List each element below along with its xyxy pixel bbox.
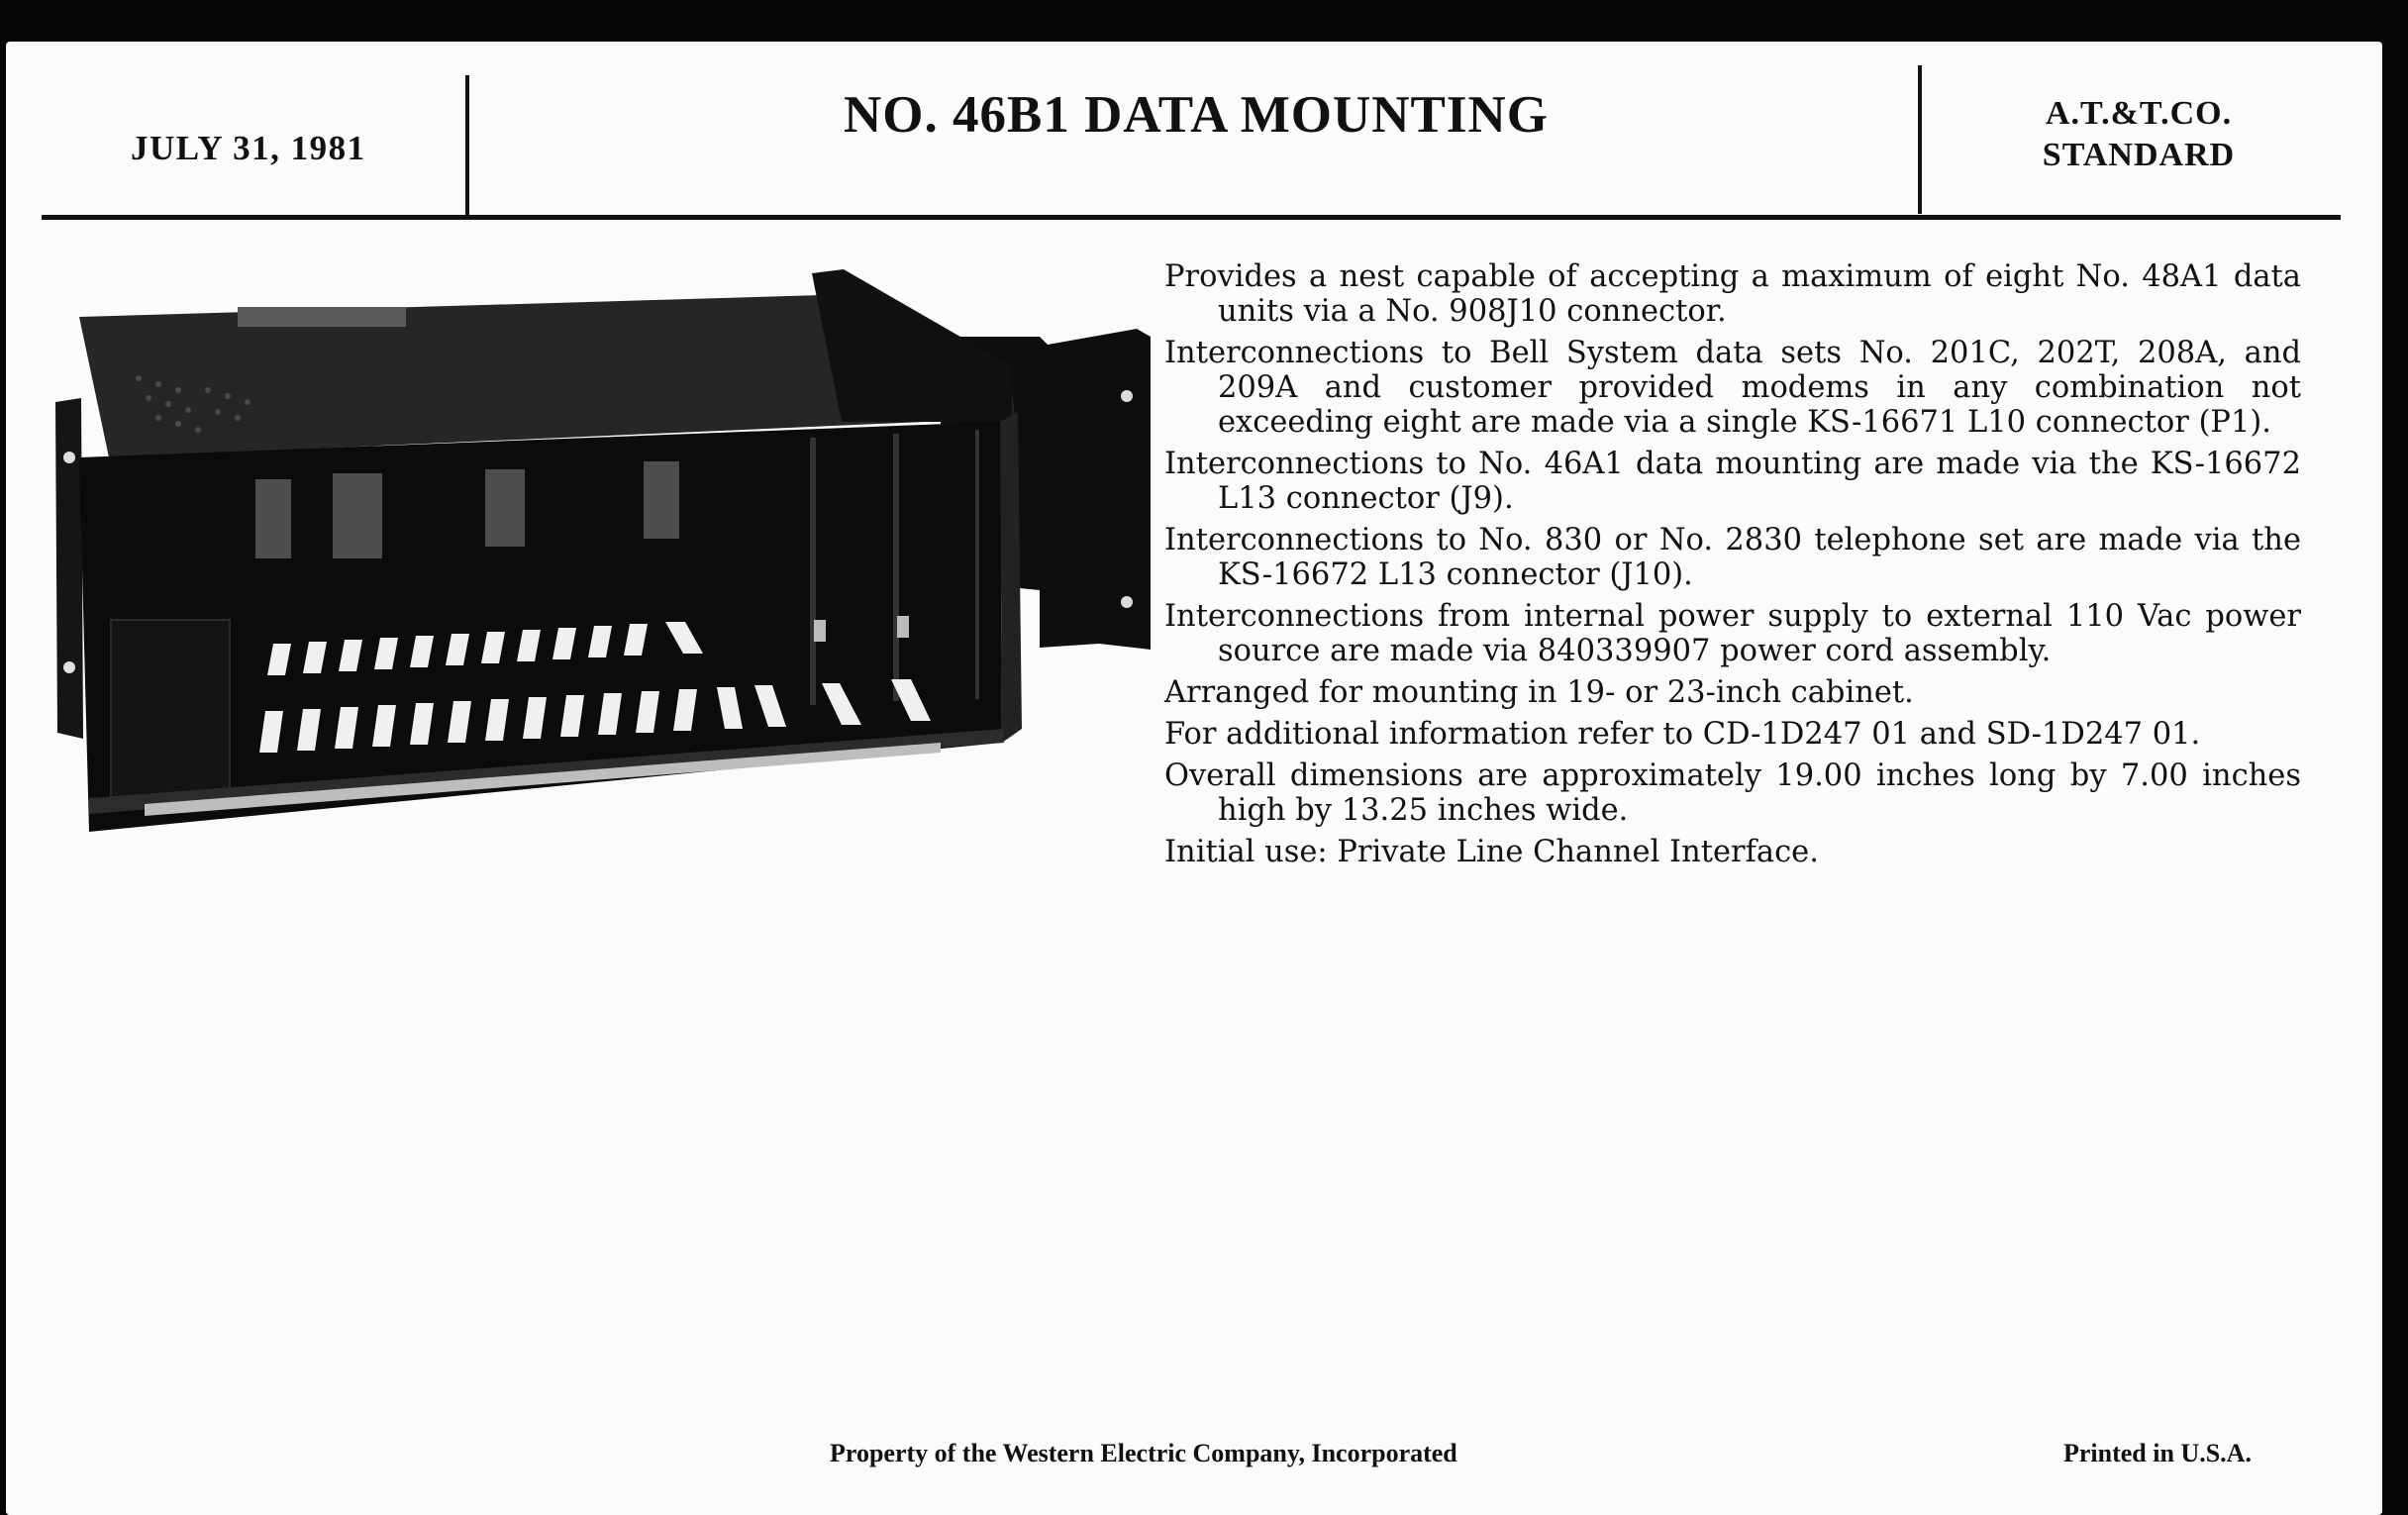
description-item: Interconnections to No. 830 or No. 2830 telephone set are made via the KS-16672 L13 connector (J10). [1164, 523, 2301, 592]
description-item: Provides a nest capable of accepting a maximum of eight No. 48A1 data units via a No. 908J10 connector. [1164, 259, 2301, 329]
description-item: Overall dimensions are approximately 19.00 inches long by 7.00 inches high by 13.25 inches wide. [1164, 758, 2301, 828]
issue-date: JULY 31, 1981 [131, 129, 366, 167]
description-list [1164, 259, 2301, 876]
standard-label [1960, 93, 2317, 176]
slot-label [897, 616, 909, 638]
left-mounting-ear [55, 398, 83, 739]
header-rule [42, 215, 2341, 220]
power-supply [111, 620, 230, 808]
description-item: Initial use: Private Line Channel Interface. [1164, 835, 1819, 869]
printed-notice: Printed in U.S.A. [2063, 1439, 2252, 1467]
description-item: Interconnections from internal power supply to external 110 Vac power source are made via 840339907 power cord assembly. [1164, 599, 2301, 668]
top-connector [238, 307, 406, 327]
bracket-hole [1121, 596, 1133, 608]
standard-line-2: STANDARD [2042, 137, 2236, 173]
header-divider-left [465, 75, 469, 220]
description-item: Arranged for mounting in 19- or 23-inch cabinet. [1164, 675, 1914, 710]
description-item: Interconnections to No. 46A1 data mounting are made via the KS-16672 L13 connector (J9). [1164, 447, 2301, 516]
description-item: For additional information refer to CD-1D247 01 and SD-1D247 01. [1164, 717, 2201, 752]
product-photo [50, 263, 1166, 848]
ear-hole [63, 661, 75, 673]
page-title: NO. 46B1 DATA MOUNTING [843, 86, 1549, 144]
standard-line-1: A.T.&T.CO. [2045, 95, 2233, 132]
header-divider-right [1918, 65, 1922, 214]
slot-label [814, 620, 826, 642]
ear-hole [63, 452, 75, 463]
property-notice: Property of the Western Electric Company, Incorporated [830, 1439, 1457, 1467]
bracket-hole [1121, 390, 1133, 402]
description-item: Interconnections to Bell System data sets No. 201C, 202T, 208A, and 209A and customer provided modems in any combination not exceeding eight are made via a single KS-16671 L10 connector (P1). [1164, 336, 2301, 440]
